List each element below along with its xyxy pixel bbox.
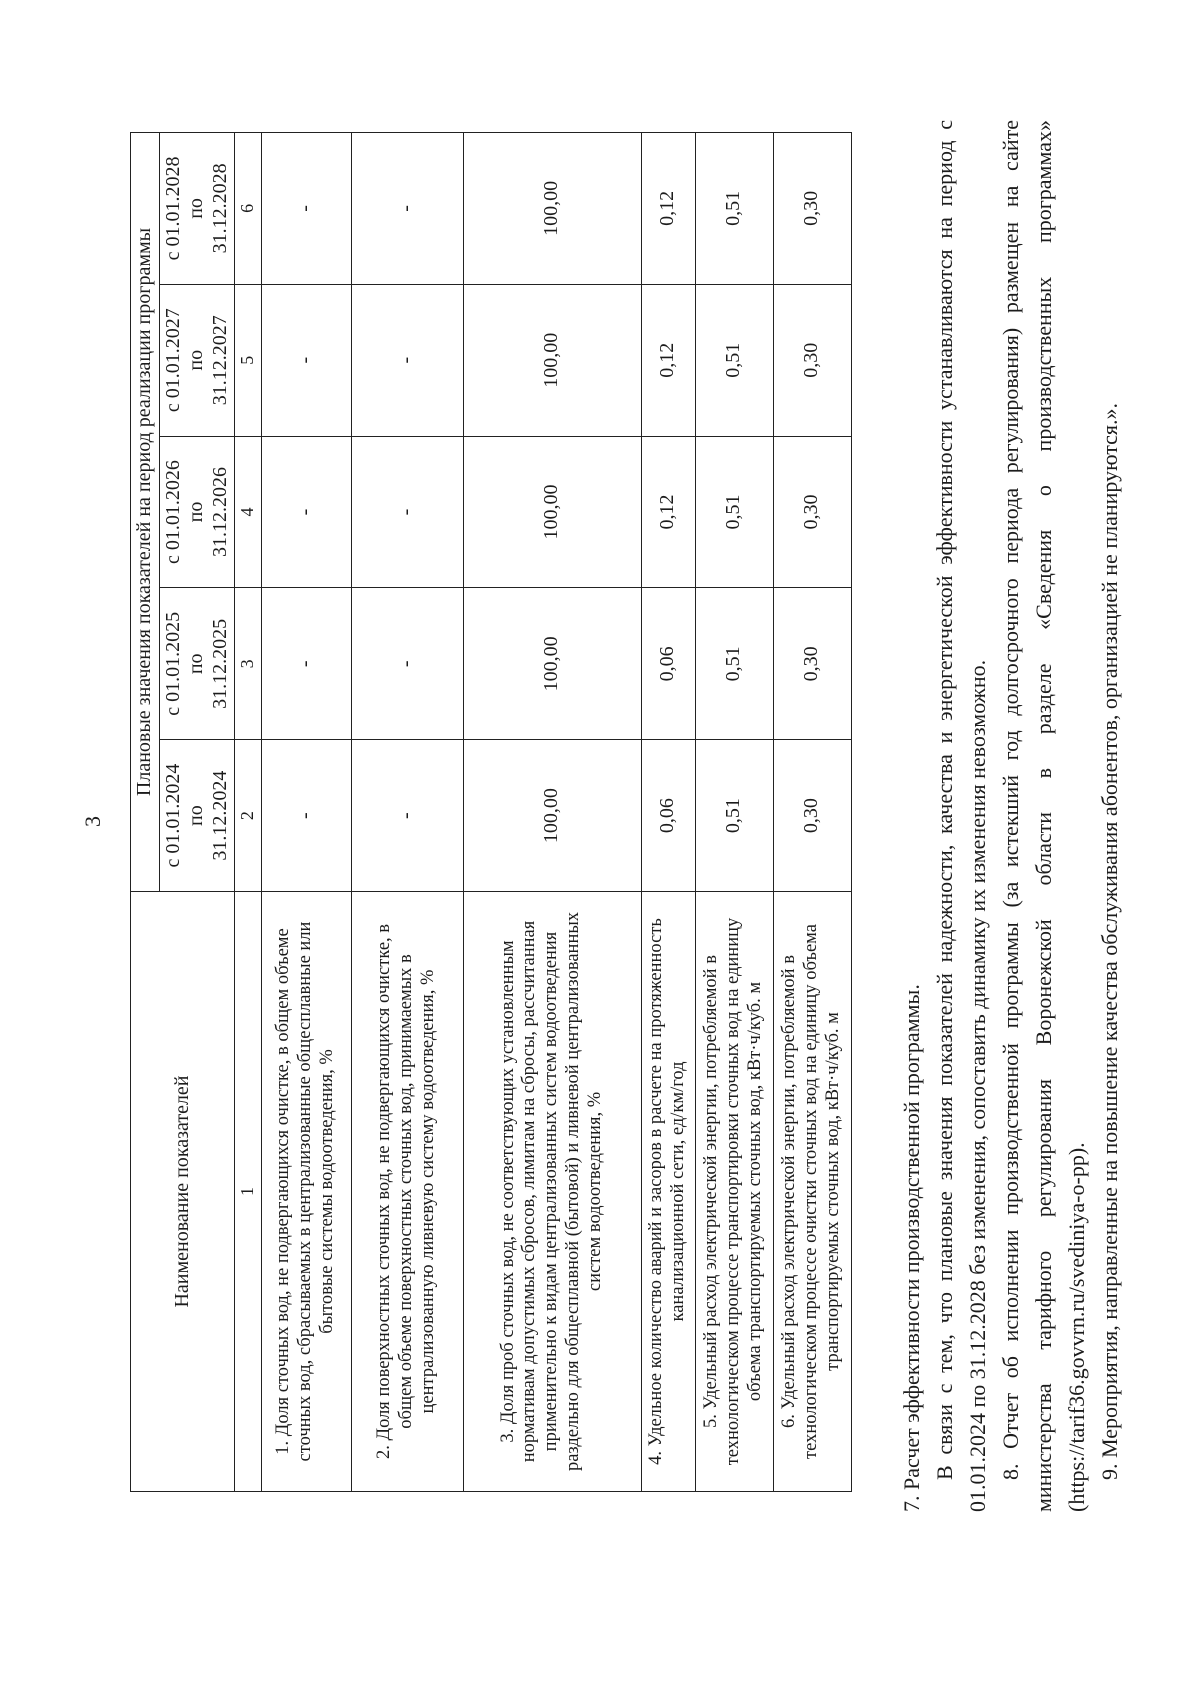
column-number: 2 (235, 740, 261, 892)
table-row (351, 133, 463, 1492)
indicator-value: 0,51 (695, 740, 773, 892)
table-row (463, 133, 641, 1492)
indicator-value: - (351, 588, 463, 740)
indicator-value: - (351, 133, 463, 285)
indicator-value: 100,00 (463, 284, 641, 436)
table-row (695, 133, 773, 1492)
column-numbers-row (235, 133, 261, 1492)
indicators-table (130, 132, 852, 1492)
header-indicator-name: Наименование показателей (131, 892, 235, 1492)
column-number: 6 (235, 133, 261, 285)
page-number: 3 (80, 816, 105, 827)
indicator-value: 0,51 (695, 436, 773, 588)
indicator-value: 0,06 (641, 588, 695, 740)
section-7-text: В связи с тем, что плановые значения показателей надежности, качества и энергетической эффективности устанавливаются на период с 01.01.2024 по 31.12.2028 без изменения, сопоставить динамику их изменения невозможно. (932, 120, 990, 1512)
indicator-name: 1. Доля сточных вод, не подвергающихся очистке, в общем объеме сточных вод, сбрасываемых в централизованные общесплавные или бытовые системы водоотведения, % (261, 892, 351, 1492)
column-number: 1 (235, 892, 261, 1492)
indicator-value: 0,30 (773, 588, 851, 740)
section-8-text: 8. Отчет об исполнении производственной программы (за истекший год долгосрочного периода регулирования) размещен на сайте министерства тарифного регулирования Воронежской области в разделе «Сведения о производственных программах» (https://tarif36.govvrn.ru/svediniya-o-pp). (998, 120, 1089, 1512)
indicator-name: 4. Удельное количество аварий и засоров в расчете на протяженность канализационной сети, ед/км/год (641, 892, 695, 1492)
indicator-value: 0,51 (695, 284, 773, 436)
indicator-name: 3. Доля проб сточных вод, не соответствующих установленным нормативам допустимых сбросов, лимитам на сбросы, рассчитанная применительно к видам централизованных систем водоотведения раздельно для общесплавной (бытовой) и ливневой централизованных систем водоотведения, % (463, 892, 641, 1492)
indicator-value: - (261, 284, 351, 436)
indicator-value: 100,00 (463, 436, 641, 588)
period-2025: с 01.01.2025 по 31.12.2025 (159, 588, 235, 740)
indicator-value: 100,00 (463, 740, 641, 892)
header-planned-values: Плановые значения показателей на период реализации программы (131, 133, 160, 892)
period-2024: с 01.01.2024 по 31.12.2024 (159, 740, 235, 892)
indicator-value: 0,12 (641, 284, 695, 436)
section-7-heading: 7. Расчет эффективности производственной программы. (899, 984, 924, 1512)
indicator-value: 0,51 (695, 588, 773, 740)
indicator-value: 0,30 (773, 133, 851, 285)
body-text (895, 120, 1126, 1512)
column-number: 4 (235, 436, 261, 588)
indicator-value: - (261, 436, 351, 588)
indicator-value: 0,12 (641, 133, 695, 285)
table-row (773, 133, 851, 1492)
indicator-value: 0,30 (773, 436, 851, 588)
indicator-value: - (261, 588, 351, 740)
column-number: 5 (235, 284, 261, 436)
indicator-value: 0,51 (695, 133, 773, 285)
indicator-name: 6. Удельный расход электрической энергии, потребляемой в технологическом процессе очистки сточных вод на единицу объема транспортируемых сточных вод, кВт·ч/куб. м (773, 892, 851, 1492)
indicator-value: 0,12 (641, 436, 695, 588)
indicator-value: 0,30 (773, 740, 851, 892)
indicator-value: 100,00 (463, 588, 641, 740)
section-9-text: 9. Мероприятия, направленные на повышение качества обслуживания абонентов, организацией не планируются.». (1097, 402, 1122, 1480)
indicator-name: 2. Доля поверхностных сточных вод, не подвергающихся очистке, в общем объеме поверхностных сточных вод, принимаемых в централизованную ливневую систему водоотведения, % (351, 892, 463, 1492)
indicator-value: - (261, 740, 351, 892)
indicator-value: - (261, 133, 351, 285)
indicator-name: 5. Удельный расход электрической энергии, потребляемой в технологическом процессе транспортировки сточных вод на единицу объема транспортируемых сточных вод, кВт·ч/куб. м (695, 892, 773, 1492)
indicator-value: 100,00 (463, 133, 641, 285)
indicator-value: - (351, 436, 463, 588)
period-2028: с 01.01.2028 по 31.12.2028 (159, 133, 235, 285)
indicator-value: - (351, 284, 463, 436)
table-row (261, 133, 351, 1492)
indicator-value: 0,06 (641, 740, 695, 892)
table-row (641, 133, 695, 1492)
period-2027: с 01.01.2027 по 31.12.2027 (159, 284, 235, 436)
indicator-value: 0,30 (773, 284, 851, 436)
column-number: 3 (235, 588, 261, 740)
indicator-value: - (351, 740, 463, 892)
period-2026: с 01.01.2026 по 31.12.2026 (159, 436, 235, 588)
